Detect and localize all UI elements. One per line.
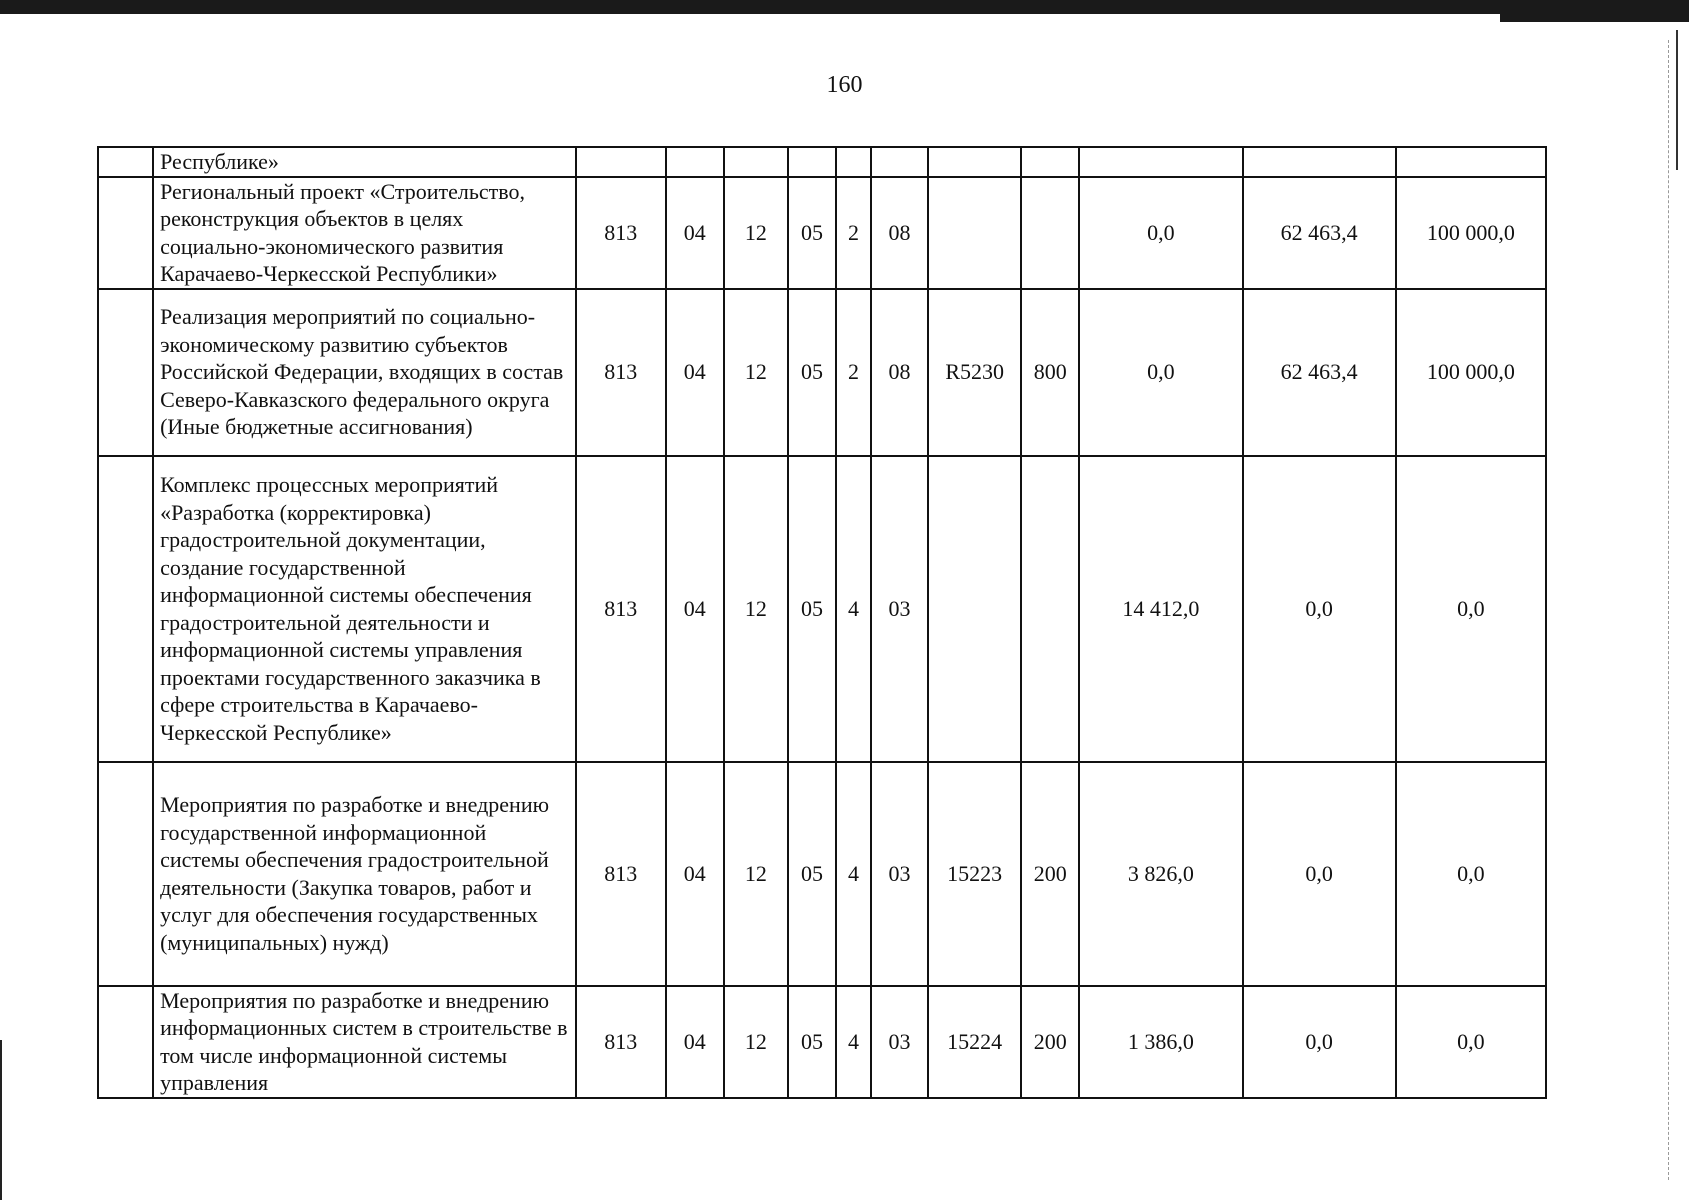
amount-year-3: 100 000,0 <box>1396 289 1546 456</box>
code-program-type: 4 <box>836 456 871 762</box>
code-section: 04 <box>666 289 724 456</box>
code-section: 04 <box>666 762 724 986</box>
row-number-cell <box>98 177 153 289</box>
code-structural-element: 03 <box>871 456 928 762</box>
amount-year-3: 0,0 <box>1396 456 1546 762</box>
row-number-cell <box>98 147 153 177</box>
page-number: 160 <box>826 72 863 98</box>
amount-year-1 <box>1079 147 1242 177</box>
code-direction: 15224 <box>928 986 1021 1098</box>
code-structural-element: 08 <box>871 177 928 289</box>
amount-year-2: 0,0 <box>1243 456 1396 762</box>
code-section: 04 <box>666 986 724 1098</box>
row-number-cell <box>98 986 153 1098</box>
amount-year-1: 3 826,0 <box>1079 762 1242 986</box>
code-expense-type: 800 <box>1021 289 1079 456</box>
code-subsection <box>724 147 788 177</box>
table-row <box>98 986 1546 1098</box>
code-program-type: 2 <box>836 177 871 289</box>
code-program: 05 <box>788 762 836 986</box>
code-expense-type <box>1021 177 1079 289</box>
code-direction <box>928 147 1021 177</box>
amount-year-3 <box>1396 147 1546 177</box>
scan-top-border-tail <box>1500 14 1689 22</box>
code-structural-element: 08 <box>871 289 928 456</box>
table-row <box>98 762 1546 986</box>
code-direction <box>928 177 1021 289</box>
code-program: 05 <box>788 177 836 289</box>
amount-year-2: 0,0 <box>1243 762 1396 986</box>
code-direction: R5230 <box>928 289 1021 456</box>
code-subsection: 12 <box>724 289 788 456</box>
code-ved: 813 <box>576 177 666 289</box>
amount-year-2: 62 463,4 <box>1243 177 1396 289</box>
budget-table <box>97 146 1547 1099</box>
amount-year-3: 0,0 <box>1396 762 1546 986</box>
code-subsection: 12 <box>724 456 788 762</box>
code-ved: 813 <box>576 289 666 456</box>
code-program: 05 <box>788 986 836 1098</box>
code-direction: 15223 <box>928 762 1021 986</box>
amount-year-1: 14 412,0 <box>1079 456 1242 762</box>
row-number-cell <box>98 456 153 762</box>
code-section <box>666 147 724 177</box>
amount-year-2 <box>1243 147 1396 177</box>
code-expense-type: 200 <box>1021 986 1079 1098</box>
table-row <box>98 147 1546 177</box>
table-row <box>98 289 1546 456</box>
amount-year-3: 0,0 <box>1396 986 1546 1098</box>
code-section: 04 <box>666 456 724 762</box>
code-program-type: 4 <box>836 762 871 986</box>
code-expense-type: 200 <box>1021 762 1079 986</box>
code-subsection: 12 <box>724 762 788 986</box>
code-expense-type <box>1021 456 1079 762</box>
code-subsection: 12 <box>724 986 788 1098</box>
code-program <box>788 147 836 177</box>
code-ved: 813 <box>576 986 666 1098</box>
code-ved <box>576 147 666 177</box>
code-structural-element: 03 <box>871 986 928 1098</box>
item-name: Мероприятия по разработке и внедрению государственной информационной системы обеспечения градостроительной деятельности (Закупка товаров, работ и услуг для обеспечения государственных (муниципальных) нужд) <box>153 762 576 986</box>
item-name: Комплекс процессных мероприятий «Разработка (корректировка) градостроительной документации, создание государственной информационной системы обеспечения градостроительной деятельности и информационной системы управления проектами государственного заказчика в сфере строительства в Карачаево-Черкесской Республике» <box>153 456 576 762</box>
table-row <box>98 177 1546 289</box>
row-number-cell <box>98 289 153 456</box>
scan-left-edge <box>0 1040 2 1200</box>
code-program-type: 4 <box>836 986 871 1098</box>
code-structural-element <box>871 147 928 177</box>
table-row <box>98 456 1546 762</box>
item-name: Региональный проект «Строительство, реконструкция объектов в целях социально-экономического развития Карачаево-Черкесской Республики» <box>153 177 576 289</box>
amount-year-3: 100 000,0 <box>1396 177 1546 289</box>
scan-right-edge-dashed <box>1668 40 1670 1180</box>
code-ved: 813 <box>576 456 666 762</box>
row-number-cell <box>98 762 153 986</box>
amount-year-2: 62 463,4 <box>1243 289 1396 456</box>
code-structural-element: 03 <box>871 762 928 986</box>
item-name: Республике» <box>153 147 576 177</box>
item-name: Мероприятия по разработке и внедрению информационных систем в строительстве в том числе информационной системы управления <box>153 986 576 1098</box>
code-section: 04 <box>666 177 724 289</box>
code-direction <box>928 456 1021 762</box>
code-program: 05 <box>788 289 836 456</box>
code-ved: 813 <box>576 762 666 986</box>
code-program-type: 2 <box>836 289 871 456</box>
item-name: Реализация мероприятий по социально-экономическому развитию субъектов Российской Федерации, входящих в состав Северо-Кавказского федерального округа (Иные бюджетные ассигнования) <box>153 289 576 456</box>
code-program: 05 <box>788 456 836 762</box>
code-subsection: 12 <box>724 177 788 289</box>
scan-right-edge <box>1676 30 1678 170</box>
code-program-type <box>836 147 871 177</box>
amount-year-1: 1 386,0 <box>1079 986 1242 1098</box>
code-expense-type <box>1021 147 1079 177</box>
amount-year-1: 0,0 <box>1079 177 1242 289</box>
amount-year-2: 0,0 <box>1243 986 1396 1098</box>
amount-year-1: 0,0 <box>1079 289 1242 456</box>
scan-top-border <box>0 0 1689 14</box>
